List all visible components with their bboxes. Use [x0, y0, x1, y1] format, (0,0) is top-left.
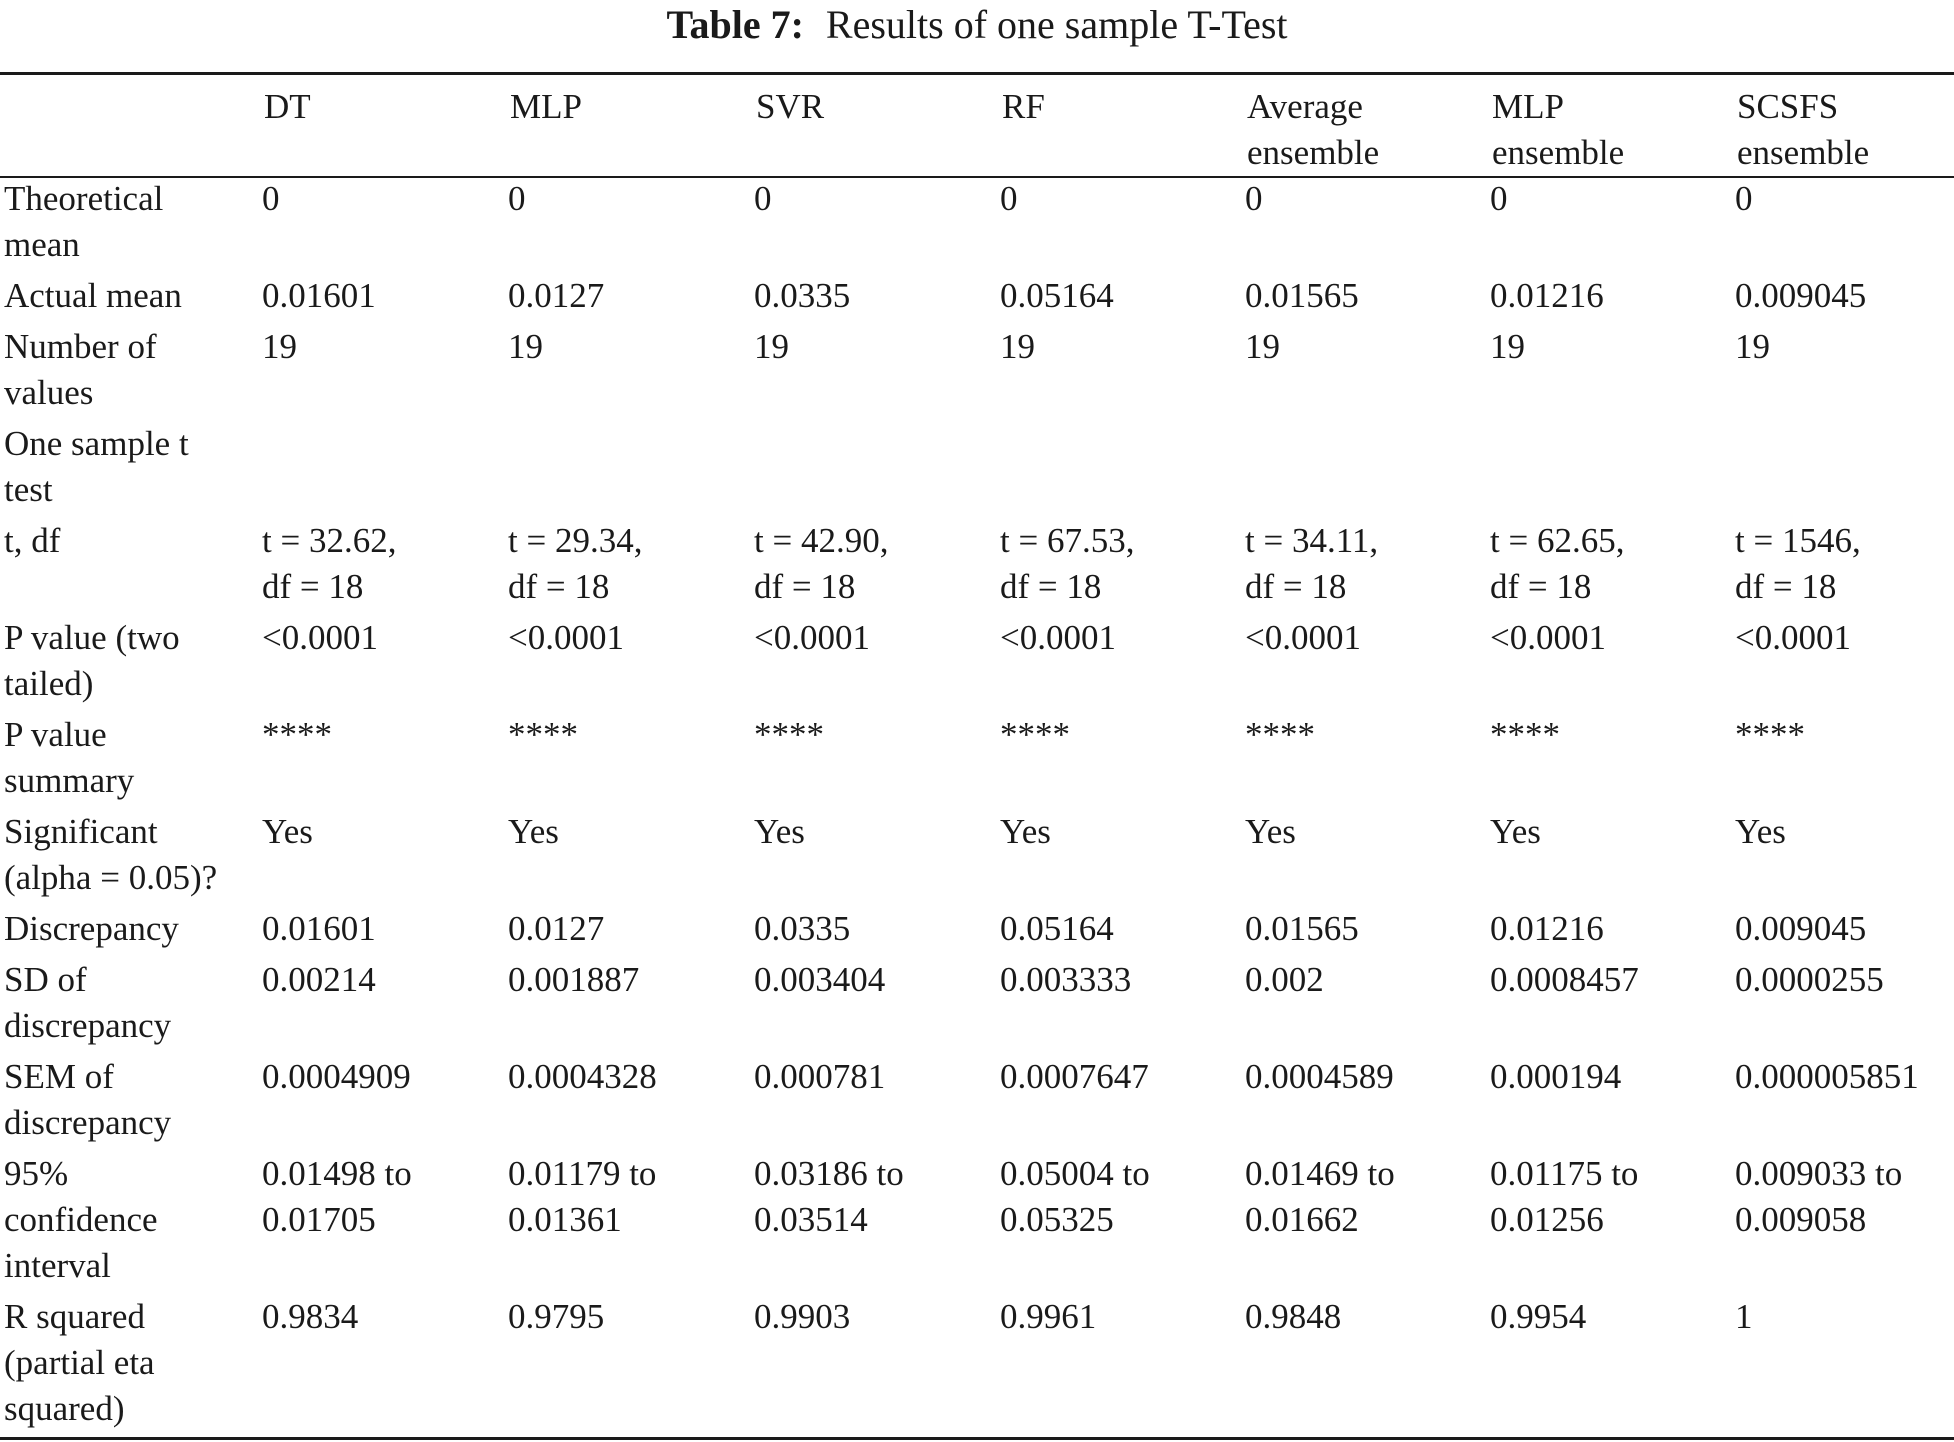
table-cell: 0.01469 to 0.01662	[1245, 1154, 1395, 1239]
table-cell: 0.00214	[262, 960, 376, 999]
table-cell: 0.01601	[262, 909, 376, 948]
table-cell: 0.0007647	[1000, 1057, 1149, 1096]
table-cell: <0.0001	[1490, 618, 1606, 657]
column-header: Average ensemble	[1247, 87, 1380, 172]
table-cell: 19	[1000, 327, 1035, 366]
table-cell: 0.9834	[262, 1297, 359, 1336]
table-cell	[1000, 421, 1245, 518]
table-cell: ****	[1735, 715, 1805, 754]
table-cell: 19	[508, 327, 543, 366]
row-label: Significant (alpha = 0.05)?	[4, 812, 218, 897]
table-row	[0, 518, 1954, 615]
table-cell: t = 67.53, df = 18	[1000, 521, 1135, 606]
table-cell: ****	[262, 715, 332, 754]
table-cell: ****	[1490, 715, 1560, 754]
header-cell-stub	[0, 84, 262, 176]
table-cell: 0.0004589	[1245, 1057, 1394, 1096]
table-cell: Yes	[508, 812, 559, 851]
table-cell: 0.000194	[1490, 1057, 1622, 1096]
table-cell: 0.05164	[1000, 276, 1114, 315]
table-cell: 0.009045	[1735, 276, 1867, 315]
table-cell: 0.01216	[1490, 909, 1604, 948]
table-cell: 19	[754, 327, 789, 366]
table-cell: 0.002	[1245, 960, 1324, 999]
table-number: Table 7:	[666, 2, 804, 47]
table-cell: 0	[262, 179, 280, 218]
table-header	[0, 84, 1954, 176]
table-cell: t = 34.11, df = 18	[1245, 521, 1379, 606]
table-cell: 0.01216	[1490, 276, 1604, 315]
table-cell	[1245, 421, 1490, 518]
row-label: 95% confidence interval	[4, 1154, 158, 1285]
table-cell: 0.003333	[1000, 960, 1132, 999]
row-label: One sample t test	[4, 424, 189, 509]
table-cell: 0.001887	[508, 960, 640, 999]
table-cell: 0.0127	[508, 909, 605, 948]
table-cell: 0.05004 to 0.05325	[1000, 1154, 1150, 1239]
table-cell: 19	[1245, 327, 1280, 366]
table-cell: 0.009045	[1735, 909, 1867, 948]
table-row	[0, 176, 1954, 273]
table-cell: ****	[754, 715, 824, 754]
table-cell: 0.03186 to 0.03514	[754, 1154, 904, 1239]
table-cell: ****	[1245, 715, 1315, 754]
header-row	[0, 84, 1954, 176]
table-cell: 0.003404	[754, 960, 886, 999]
table-cell: 0.9903	[754, 1297, 851, 1336]
table-cell: 0	[508, 179, 526, 218]
table-cell: 19	[262, 327, 297, 366]
table-cell: 0.01565	[1245, 276, 1359, 315]
table-cell: <0.0001	[262, 618, 378, 657]
table-cell: 0.0004328	[508, 1057, 657, 1096]
table-cell: 0.01601	[262, 276, 376, 315]
table-cell: t = 32.62, df = 18	[262, 521, 397, 606]
table-cell	[1490, 421, 1735, 518]
table-cell: 0.0127	[508, 276, 605, 315]
table-cell: 19	[1490, 327, 1525, 366]
row-label: R squared (partial eta squared)	[4, 1297, 155, 1428]
table-row	[0, 809, 1954, 906]
table-cell: t = 62.65, df = 18	[1490, 521, 1625, 606]
table-cell	[754, 421, 1000, 518]
row-label: t, df	[4, 521, 61, 560]
table-cell: 0.01498 to 0.01705	[262, 1154, 412, 1239]
table-row	[0, 324, 1954, 421]
table-row	[0, 906, 1954, 957]
table-cell: <0.0001	[1000, 618, 1116, 657]
table-row	[0, 712, 1954, 809]
table-row	[0, 1151, 1954, 1294]
table-caption	[0, 0, 1954, 49]
results-table	[0, 84, 1954, 1437]
table-title: Results of one sample T-Test	[825, 2, 1288, 47]
column-header: SVR	[756, 87, 825, 126]
row-label: SD of discrepancy	[4, 960, 172, 1045]
row-label: Actual mean	[4, 276, 182, 315]
table-cell: 0.0000255	[1735, 960, 1884, 999]
top-rule	[0, 72, 1954, 75]
table-cell: 0.9961	[1000, 1297, 1097, 1336]
table-cell: Yes	[262, 812, 313, 851]
row-label: P value (two tailed)	[4, 618, 180, 703]
column-header: DT	[264, 87, 311, 126]
table-row	[0, 1294, 1954, 1437]
row-label: Theoretical mean	[4, 179, 164, 264]
table-cell: <0.0001	[1245, 618, 1361, 657]
table-cell: 0.0008457	[1490, 960, 1639, 999]
table-cell: Yes	[1735, 812, 1786, 851]
table-cell: 0.01175 to 0.01256	[1490, 1154, 1639, 1239]
table-cell: 0	[754, 179, 772, 218]
table-cell: t = 42.90, df = 18	[754, 521, 889, 606]
table-cell: <0.0001	[754, 618, 870, 657]
table-row	[0, 1054, 1954, 1151]
table-cell: 0	[1000, 179, 1018, 218]
table-cell: 1	[1735, 1297, 1753, 1336]
table-cell: Yes	[1245, 812, 1296, 851]
bottom-rule	[0, 1437, 1954, 1440]
table-cell: Yes	[1000, 812, 1051, 851]
column-header: MLP	[510, 87, 582, 126]
table-cell	[1735, 421, 1954, 518]
table-cell: <0.0001	[1735, 618, 1851, 657]
table-row	[0, 273, 1954, 324]
table-cell: 0.000781	[754, 1057, 886, 1096]
table-cell: 0.0004909	[262, 1057, 411, 1096]
table-cell: Yes	[1490, 812, 1541, 851]
table-cell: 0.05164	[1000, 909, 1114, 948]
column-header: MLP ensemble	[1492, 87, 1625, 172]
row-label: P value summary	[4, 715, 135, 800]
table-cell: 0	[1490, 179, 1508, 218]
table-cell: 0.009033 to 0.009058	[1735, 1154, 1903, 1239]
table-cell: ****	[508, 715, 578, 754]
table-row	[0, 615, 1954, 712]
table-cell: 0	[1735, 179, 1753, 218]
table-cell: 0.01565	[1245, 909, 1359, 948]
table-cell: 0.01179 to 0.01361	[508, 1154, 657, 1239]
column-header: RF	[1002, 87, 1045, 126]
table-cell: t = 29.34, df = 18	[508, 521, 643, 606]
table-cell: 0.9795	[508, 1297, 605, 1336]
row-label: Number of values	[4, 327, 157, 412]
row-label: SEM of discrepancy	[4, 1057, 172, 1142]
table-cell: 19	[1735, 327, 1770, 366]
row-label: Discrepancy	[4, 909, 179, 948]
table-cell: t = 1546, df = 18	[1735, 521, 1861, 606]
table-cell: 0.0335	[754, 909, 851, 948]
table-row	[0, 421, 1954, 518]
table-cell: 0.9954	[1490, 1297, 1587, 1336]
table-row	[0, 957, 1954, 1054]
table-cell: Yes	[754, 812, 805, 851]
table-cell: ****	[1000, 715, 1070, 754]
table-cell: 0.0335	[754, 276, 851, 315]
table-cell: 0.9848	[1245, 1297, 1342, 1336]
column-header: SCSFS ensemble	[1737, 87, 1870, 172]
table-body	[0, 176, 1954, 1437]
table-cell: 0.000005851	[1735, 1057, 1919, 1096]
table-cell	[262, 421, 508, 518]
table-cell: 0	[1245, 179, 1263, 218]
table-cell	[508, 421, 754, 518]
table-cell: <0.0001	[508, 618, 624, 657]
